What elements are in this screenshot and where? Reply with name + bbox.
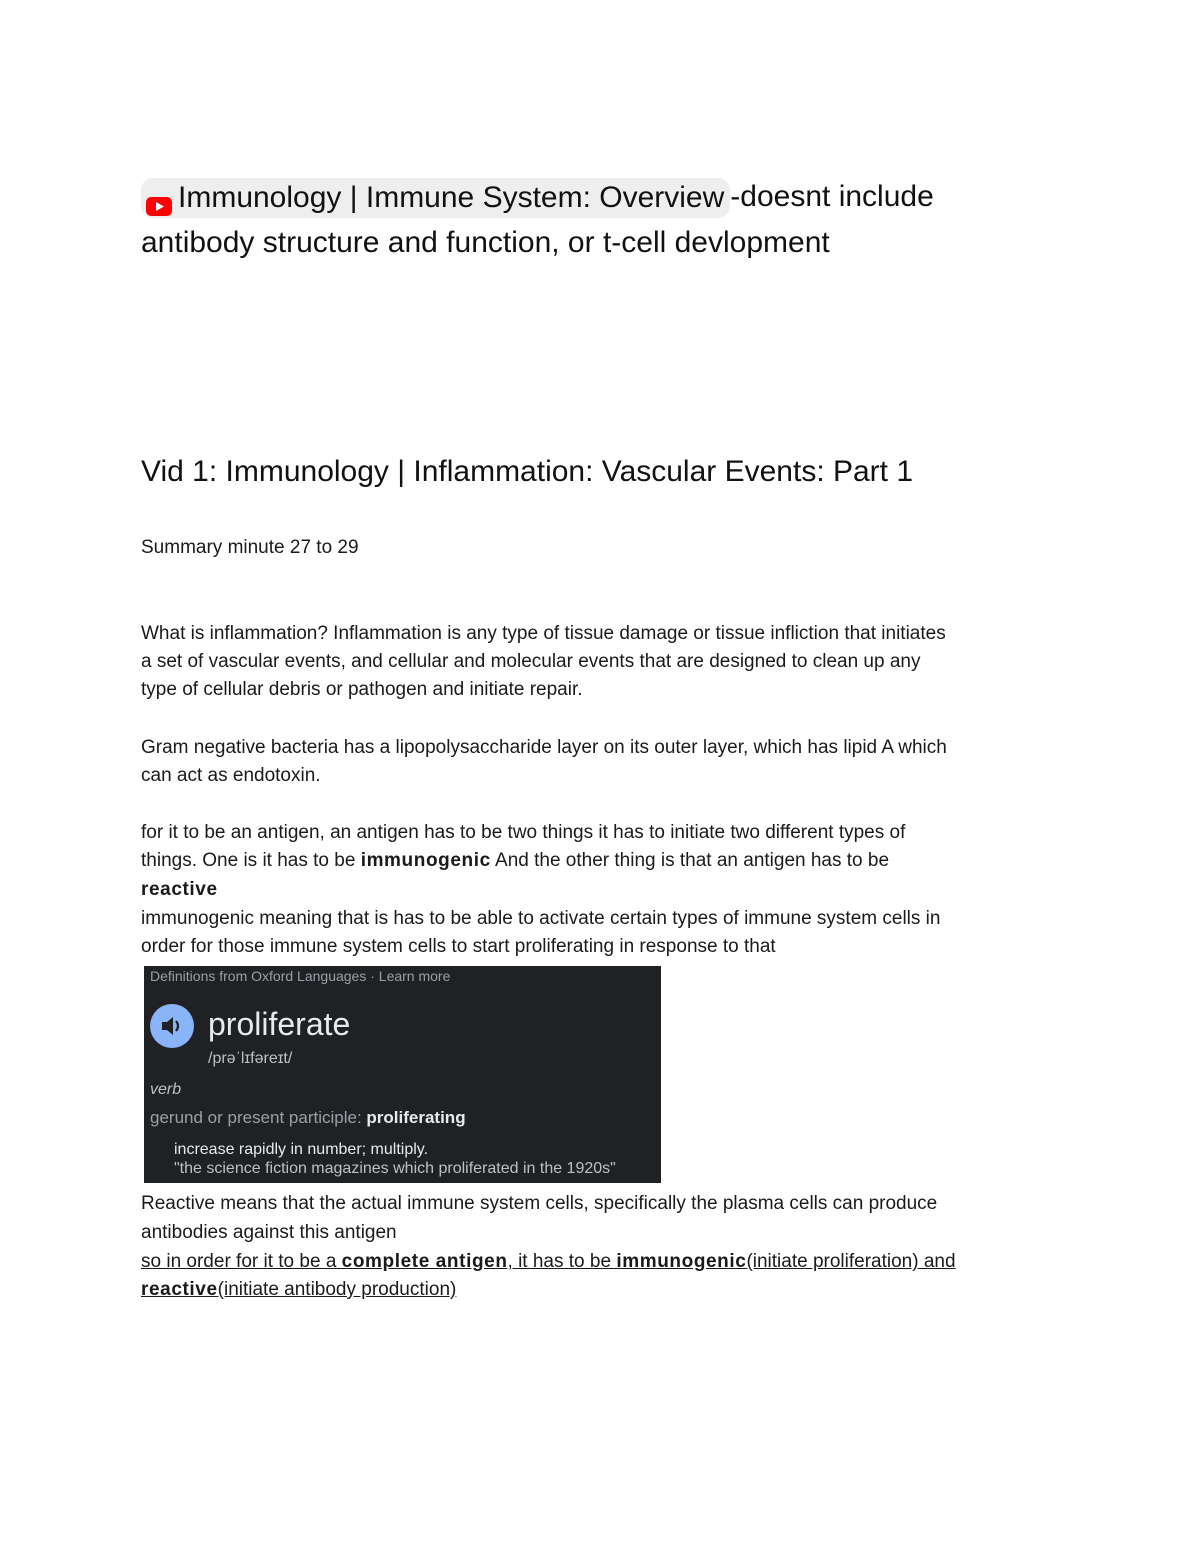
reactive-term-2: reactive [141, 1279, 218, 1300]
dictionary-phonetic: /prəˈlɪfəreɪt/ [208, 1050, 293, 1067]
youtube-link-chip[interactable] [141, 178, 730, 218]
youtube-link-title[interactable]: Immunology | Immune System: Overview [178, 181, 725, 214]
inflammation-line-1: What is inflammation? Inflammation is any type of tissue damage or tissue infliction that initiates [141, 623, 946, 644]
dictionary-gerund [150, 1108, 466, 1128]
reactive-term: reactive [141, 879, 218, 900]
reactive-explanation: (initiate antibody production) [217, 1279, 457, 1300]
dictionary-definition-image [144, 966, 661, 1183]
reactive-line-2: antibodies against this antigen [141, 1222, 397, 1243]
video-title: Vid 1: Immunology | Inflammation: Vascular Events: Part 1 [141, 455, 914, 488]
youtube-icon [146, 187, 172, 206]
heading-suffix: -doesnt include [730, 179, 934, 213]
reactive-line-1: Reactive means that the actual immune system cells, specifically the plasma cells can produce [141, 1193, 938, 1214]
antigen-line-2-start: things. One is it has to be [141, 850, 361, 871]
dictionary-word: proliferate [208, 1006, 351, 1042]
speaker-icon [150, 1004, 194, 1048]
gerund-label: gerund or present participle: [150, 1108, 367, 1127]
inflammation-line-3: type of cellular debris or pathogen and initiate repair. [141, 679, 583, 700]
dictionary-definition: increase rapidly in number; multiply. [174, 1141, 429, 1158]
inflammation-line-2: a set of vascular events, and cellular and molecular events that are designed to clean up any [141, 651, 921, 672]
gram-line-1: Gram negative bacteria has a lipopolysaccharide layer on its outer layer, which has lipid A which [141, 737, 947, 758]
antigen-line-2-end: And the other thing is that an antigen has to be [490, 850, 890, 871]
document-heading-line-1 [141, 178, 934, 218]
antigen-line-5: order for those immune system cells to start proliferating in response to that [141, 936, 776, 957]
gram-line-2: can act as endotoxin. [141, 765, 321, 786]
antigen-line-1: for it to be an antigen, an antigen has to be two things it has to initiate two different types of [141, 822, 906, 843]
summary-text: Summary minute 27 to 29 [141, 537, 359, 558]
complete-antigen-end: (initiate proliferation) and [746, 1251, 956, 1272]
complete-antigen-start: so in order for it to be a [141, 1251, 342, 1272]
complete-antigen-line-1 [141, 1251, 956, 1273]
document-heading-line-2: antibody structure and function, or t-cell devlopment [141, 226, 830, 259]
gerund-value: proliferating [366, 1108, 466, 1127]
dictionary-part-of-speech: verb [150, 1081, 182, 1098]
immunogenic-term: immunogenic [360, 850, 491, 871]
complete-antigen-line-2 [141, 1279, 456, 1301]
antigen-line-4: immunogenic meaning that is has to be able to activate certain types of immune system cells in [141, 908, 941, 929]
complete-antigen-term: complete antigen [341, 1251, 508, 1272]
complete-antigen-mid: , it has to be [507, 1251, 617, 1272]
immunogenic-term-2: immunogenic [616, 1251, 747, 1272]
dictionary-example: "the science fiction magazines which proliferated in the 1920s" [174, 1160, 616, 1177]
dictionary-source: Definitions from Oxford Languages · Learn more [150, 968, 451, 984]
antigen-line-2 [141, 850, 889, 872]
